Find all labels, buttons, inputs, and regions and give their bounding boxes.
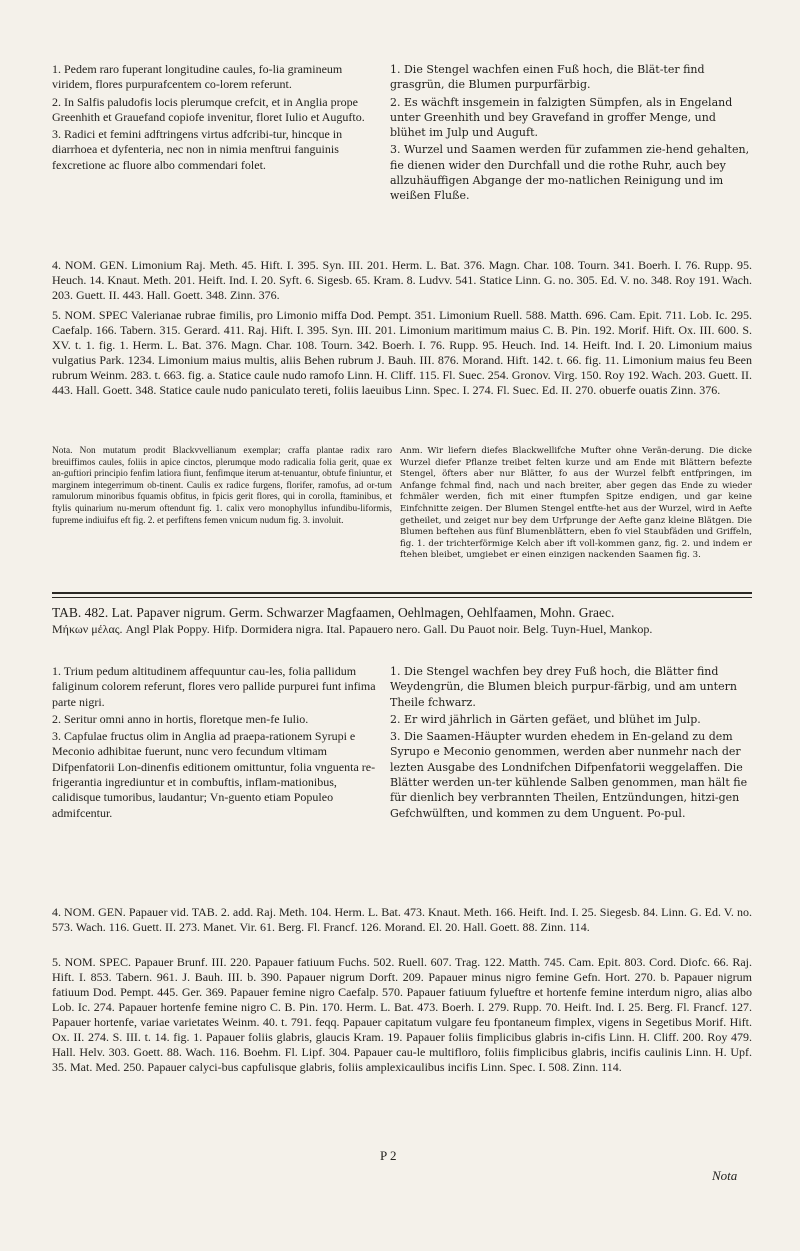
top-latin-item-3: 3. Radici et femini adftringens virtus adfcribi-tur, hincque in diarrhoea et dyfenteria, nec non in nimia menftrui fanguinis fexcretione ac fluore albo commendari folet. xyxy=(52,127,343,172)
section-divider xyxy=(52,592,752,594)
bottom-latin-item-1: 1. Trium pedum altitudinem affequuntur cau-les, folia pallidum faliginum colorem referunt, flores vero pallide purpurei funt infima parte nigri. xyxy=(52,664,376,709)
bottom-german-item-3: 3. Die Saamen-Häupter wurden ehedem in En-geland zu dem Syrupo e Meconio genommen, werden aber nunmehr nach der lezten Ausgabe des Londnifchen Difpenfatorii weggelaffen. Die Blätter werden un-ter kühlende Salben genommen, man hält fie für dienlich bey verbrannten Theilen, Entzündungen, hitzi-gen Gefchwülften, und kommen zu dem Unguent. Po-pul. xyxy=(390,730,748,820)
top-german-item-3: 3. Wurzel und Saamen werden für zufammen zie-hend gehalten, fie dienen wider den Durchfall und die rothe Ruhr, auch bey allzuhäuffigen Abgange der mo-natlichen Reinigung und im weißen Fluße. xyxy=(390,143,750,203)
top-latin-item-2: 2. In Salfis paludofis locis plerumque crefcit, et in Anglia prope Greenhith et Grauefand copiofe invenitur, floret Iulio et Augufto. xyxy=(52,94,365,124)
bottom-latin-item-2: 2. Seritur omni anno in hortis, floretque men-fe Iulio. xyxy=(52,711,309,726)
catchword: Nota xyxy=(712,1168,738,1183)
bottom-german-column xyxy=(390,664,752,823)
top-nom-spec: 5. NOM. SPEC Valerianae rubrae fimilis, pro Limonio miffa Dod. Pempt. 351. Limonium Ruell. 588. Matth. 696. Cam. Epit. 711. Lob. Ic. 295. Caefalp. 166. Tabern. 315. Gerard. 411. Raj. Hift. I. 395. Syn. III. 201. Limonium maritimum maius C. B. Pin. 192. Morif. Hift. Ox. III. 600. S. XV. t. 1. fig. 1. Herm. L. Bat. 376. Magn. Char. 108. Tourn. 342. Boerh. I. 76. Rupp. 95. Heuch. Ind. 14. Heift. Ind. I. 20. Limonium maius vulgatius Park. 1234. Limonium maius multis, aliis Behen rubrum J. Bauh. III. 876. Morand. Hift. 142. t. 66. fig. 11. Limonium maius feu Been rubrum Weinm. 283. t. 663. fig. a. Statice caule nudo ramofo Linn. H. Cliff. 115. Fl. Suec. 254. Gronov. Virg. 150. Roy 192. Wach. 203. Guett. II. 443. Hall. Goett. 348. Statice caule nudo paniculato tereti, foliis laeuibus Linn. Spec. I. 274. Fl. Suec. Ed. II. 270. obuerfe ouatis Zinn. 376. xyxy=(52,308,752,397)
top-note-german: Anm. Wir liefern diefes Blackwellifche Mufter ohne Verän-derung. Die dicke Wurzel diefer Pflanze treibet felten kurze und am Ende mit Blättern befezte Stengel, öfters aber nur Blätter, fo aus der Wurzel felbft entfpringen, im Anfange fchmal find, nach und nach breiter, aber gegen das Ende zu wieder fchmäler werden, fich mit einer ftumpfen Spitze endigen, und gar keine Einfchnitte zeigen. Der Blumen Stengel entfte-het aus der Wurzel, wird in Aefte getheilet, und zeiget nur bey dem Urfprunge der Aefte ganz kleine Blätgen. Die Blumen beftehen aus fünf Blumenblättern, eben fo viel Staubfäden und Griffeln, fig. 1. der trichterförmige Kelch aber ift voll-kommen ganz, fig. 2. und indem er ftehen bleibet, umgiebet er einen einzigen nackenden Saamen fig. 3. xyxy=(400,446,752,561)
tab-names-line: Μήκων μέλας. Angl Plak Poppy. Hifp. Dormidera nigra. Ital. Papauero nero. Gall. Du Pauot noir. Belg. Tuyn-Huel, Mankop. xyxy=(52,622,653,636)
section-divider-thin xyxy=(52,597,752,598)
signature-mark: P 2 xyxy=(380,1148,397,1163)
top-latin-column xyxy=(52,62,382,175)
bottom-latin-item-3: 3. Capfulae fructus olim in Anglia ad praepa-rationem Syrupi e Meconio adhibitae fuerunt, nunc vero fecundum vltimam Difpenfatorii Lon-dinenfis editionem omittuntur, folia vnguenta re-frigerantia ingrediuntur et in combuftis, inflam-mationibus, calidisque tumoribus, laudantur; Vn-guento etiam Populeo admifcentur. xyxy=(52,729,376,820)
top-note-latin: Nota. Non mutatum prodit Blackvvellianum exemplar; craffa plantae radix raro breuiffimos caules, foliis in apice cinctos, plerumque modo radicalia folia gerit, quae ex an-guftiori principio fenfim latiora fiunt, fenfimque iterum at-tenuantur, obtufe finiuntur, et marginem integerrimum ob-tinent. Caulis ex radice furgens, florifer, ramofus, ad or-tum ramulorum minoribus fquamis obfitus, in fpicis gerit flores, qui in corolla, ftaminibus, et ftylis quinarium nu-merum oftendunt fig. 1. calix vero monophyllus infundibu-liformis, fupreme indiuifus eft fig. 2. et perfiftens femen vnicum nudum fig. 3. involuit. xyxy=(52,446,392,526)
top-latin-item-1: 1. Pedem raro fuperant longitudine caules, fo-lia gramineum viridem, flores purpurafcentem co-lorem referunt. xyxy=(52,62,343,92)
tab-title-line: TAB. 482. Lat. Papaver nigrum. Germ. Schwarzer Magfaamen, Oehlmagen, Oehlfaamen, Mohn. Graec. xyxy=(52,605,615,620)
bottom-german-item-2: 2. Er wird jährlich in Gärten gefäet, und blühet im Julp. xyxy=(390,712,701,726)
bottom-latin-column xyxy=(52,664,382,823)
top-german-item-1: 1. Die Stengel wachfen einen Fuß hoch, die Blät-ter find grasgrün, die Blumen purpurfärbig. xyxy=(390,63,705,92)
tab-heading xyxy=(52,605,752,637)
top-german-item-2: 2. Es wächft insgemein in falzigten Sümpfen, als in Engeland unter Greenhith und bey Gravefand in groffer Menge, und blühet im Julp und Auguft. xyxy=(390,95,733,140)
top-german-column xyxy=(390,62,752,206)
bottom-german-item-1: 1. Die Stengel wachfen bey drey Fuß hoch, die Blätter find Weydengrün, die Blumen bleich purpur-färbig, und am untern Theile fchwarz. xyxy=(390,665,737,709)
bottom-nom-spec: 5. NOM. SPEC. Papauer Brunf. III. 220. Papauer fatiuum Fuchs. 502. Ruell. 607. Trag. 122. Matth. 745. Cam. Epit. 803. Cord. Diofc. 66. Raj. Hift. I. 853. Tabern. 961. J. Bauh. III. b. 390. Papauer nigrum Dorft. 209. Papauer minus nigro femine Gefn. Hort. 270. b. Papauer nigrum fatiuum Dod. Pempt. 445. Ger. 369. Papauer femine nigro Caefalp. 570. Papauer fatiuum fylueftre et hortenfe femine interdum nigro, alias albo Lob. Ic. 274. Papauer hortenfe femine nigro C. B. Pin. 170. Herm. L. Bat. 473. Boerh. I. 279. Rupp. 70. Heift. Ind. I. 25. Berg. Fl. Francf. 127. Papauer hortenfe, variae varietates Weinm. 40. t. 791. feqq. Papauer capitatum vulgare feu fpontaneum fimplex, vigens in Segetibus Morif. Hift. Ox. II. 274. S. III. t. 14. fig. 1. Papauer foliis glabris, glaucis Kram. 19. Papauer foliis fimplicibus glabris in-cifis Linn. H. Cliff. 200. Roy 479. Hall. Helv. 303. Goett. 88. Wach. 116. Boehm. Fl. Lipf. 304. Papauer cau-le multifloro, foliis fimplicibus glabris, incifis caulinis Linn. H. Upf. 35. Mat. Med. 250. Papauer calyci-bus capfulisque glabris, foliis amplexicaulibus incifis Linn. Spec. I. 508. Zinn. 114. xyxy=(52,955,752,1074)
top-nom-gen: 4. NOM. GEN. Limonium Raj. Meth. 45. Hift. I. 395. Syn. III. 201. Herm. L. Bat. 376. Magn. Char. 108. Tourn. 341. Boerh. I. 76. Rupp. 95. Heuch. 14. Knaut. Meth. 201. Heift. Ind. I. 20. Syft. 6. Sigesb. 65. Kram. 8. Ludvv. 541. Statice Linn. G. no. 305. Ed. V. no. 348. Roy 191. Wach. 203. Guett. II. 443. Hall. Goett. 348. Zinn. 376. xyxy=(52,258,752,302)
bottom-nom-gen: 4. NOM. GEN. Papauer vid. TAB. 2. add. Raj. Meth. 104. Herm. L. Bat. 473. Knaut. Meth. 166. Heift. Ind. I. 25. Siegesb. 84. Linn. G. Ed. V. no. 573. Wach. 116. Guett. II. 273. Manet. Vir. 61. Berg. Fl. Francf. 126. Morand. El. 20. Hall. Goett. 88. Zinn. 114. xyxy=(52,905,752,934)
